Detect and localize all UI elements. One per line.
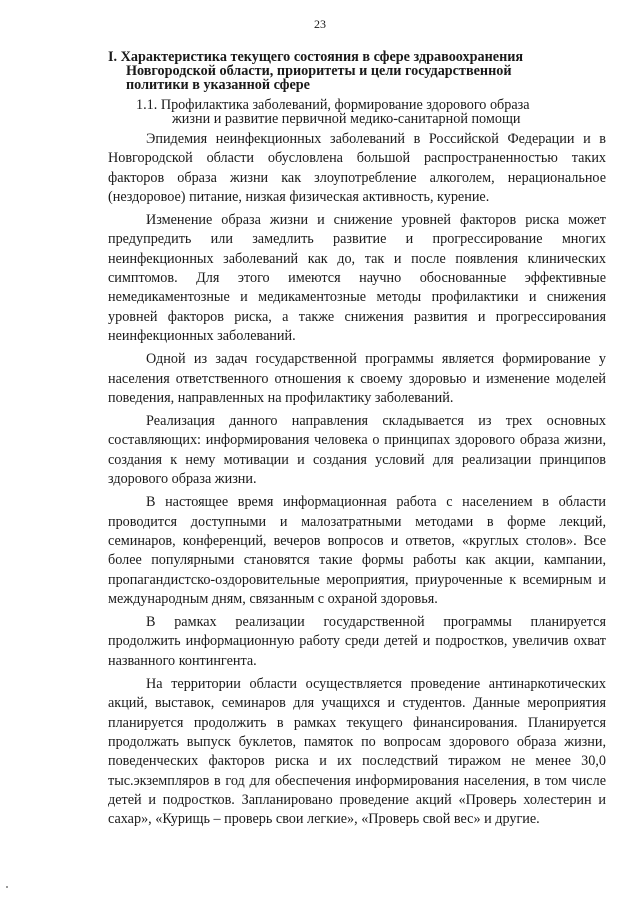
subsection-heading-line: жизни и развитие первичной медико-санитарной помощи — [172, 111, 521, 127]
subsection-heading-line: 1.1. Профилактика заболеваний, формирование здорового образа — [136, 97, 530, 113]
paragraph: В рамках реализации государственной программы планируется продолжить информационную работу среди детей и подростков, увеличив охват названного контингента. — [108, 614, 606, 669]
section-heading-line: I. Характеристика текущего состояния в сфере здравоохранения — [108, 49, 524, 65]
section-heading — [108, 50, 606, 92]
scan-mark — [6, 886, 8, 888]
paragraph: Эпидемия неинфекционных заболеваний в Российской Федерации и в Новгородской области обусловлена большой распространенностью таких факторов образа жизни как злоупотребление алкоголем, нерациональное (нездоровое) питание, низкая физическая активность, курение. — [108, 131, 606, 205]
document-body — [108, 50, 606, 833]
section-heading-line: политики в указанной сфере — [126, 77, 310, 93]
section-heading-line: Новгородской области, приоритеты и цели государственной — [126, 63, 512, 79]
paragraph: Одной из задач государственной программы является формирование у населения ответственного отношения к своему здоровью и изменение моделей поведения, направленных на профилактику заболеваний. — [108, 351, 606, 406]
subsection-heading — [108, 98, 606, 126]
paragraph: Реализация данного направления складывается из трех основных составляющих: информирования человека о принципах здорового образа жизни, создания к нему мотивации и создания условий для реализации принципов здорового образа жизни. — [108, 413, 606, 488]
paragraph: В настоящее время информационная работа с населением в области проводится доступными и малозатратными методами в форме лекций, семинаров, конференций, вечеров вопросов и ответов, «круглых столов». Все более популярными становятся такие формы работы как акции, кампании, пропагандистско-оздоровительные мероприятия, приуроченные к всемирным и международным дням, связанным с охраной здоровья. — [108, 494, 606, 607]
paragraph: На территории области осуществляется проведение антинаркотических акций, выставок, семинаров для учащихся и студентов. Данные мероприятия планируется продолжить в рамках текущего финансирования. Планируется продолжать выпуск буклетов, памяток по вопросам здорового образа жизни, поведенческих факторов риска и их последствий тиражом не менее 30,0 тыс.экземпляров в год для обеспечения информирования населения, в том числе детей и подростков. Запланировано проведение акций «Проверь холестерин и сахар», «Курищь – проверь свои легкие», «Проверь свой вес» и другие. — [108, 676, 606, 828]
paragraph: Изменение образа жизни и снижение уровней факторов риска может предупредить или замедлить развитие и прогрессирование многих неинфекционных заболеваний как до, так и после появления клинических симптомов. Для этого имеются научно обоснованные эффективные немедикаментозные и медикаментозные методы профилактики и снижения уровней факторов риска, а также снижения развития и прогрессирования неинфекционных заболеваний. — [108, 212, 606, 344]
page-number: 23 — [314, 17, 326, 31]
